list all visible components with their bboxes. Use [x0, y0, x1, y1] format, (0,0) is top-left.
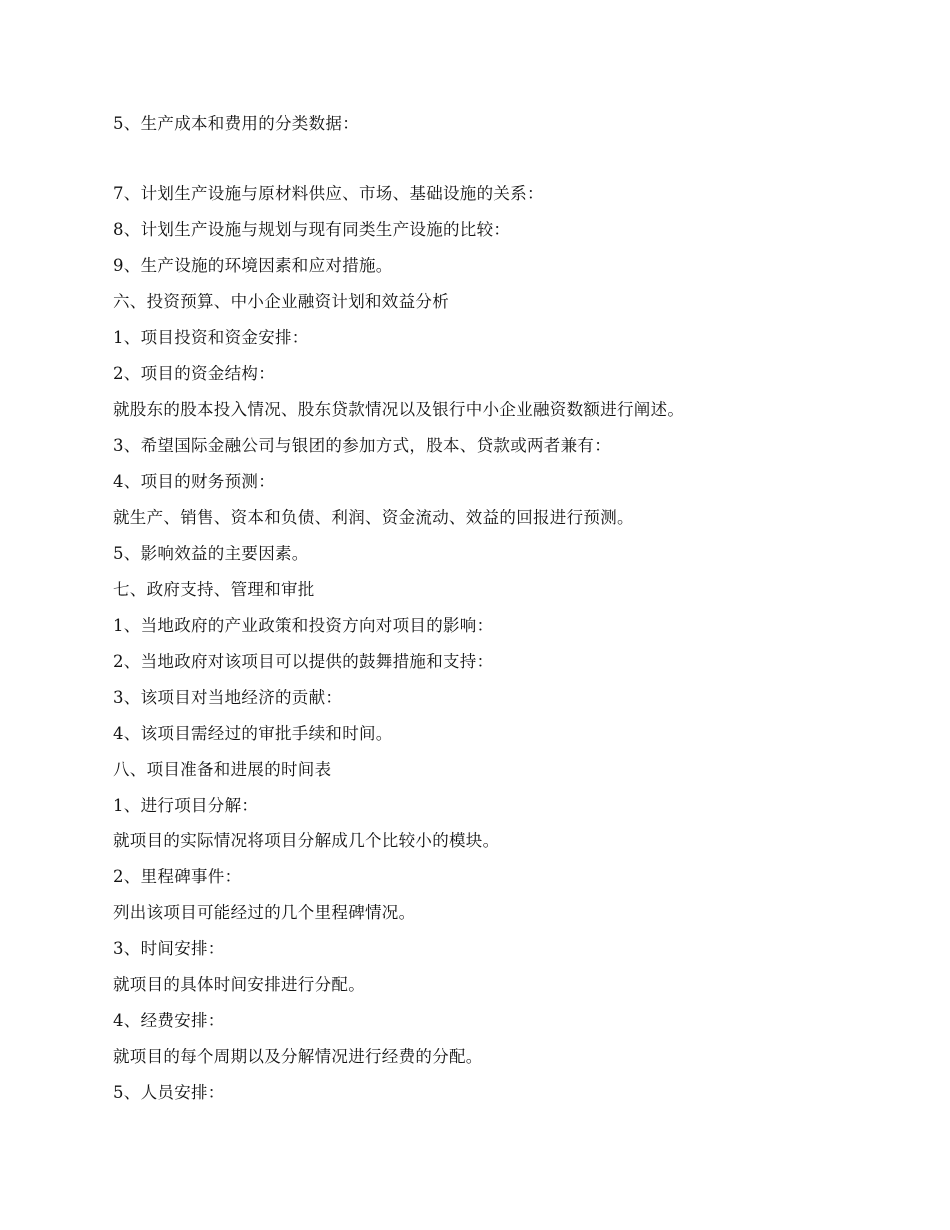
- paragraph-capital-structure: 就股东的股本投入情况、股东贷款情况以及银行中小企业融资数额进行阐述。: [113, 400, 685, 419]
- item-ifc-participation: 3、希望国际金融公司与银团的参加方式，股本、贷款或两者兼有：: [113, 436, 611, 455]
- item-environment-factors: 9、生产设施的环境因素和应对措施。: [113, 256, 393, 275]
- paragraph-time-arrangement: 就项目的具体时间安排进行分配。: [113, 975, 365, 994]
- item-industry-policy: 1、当地政府的产业政策和投资方向对项目的影响：: [113, 616, 494, 635]
- section-heading-investment: 六、投资预算、中小企业融资计划和效益分析: [113, 292, 449, 311]
- paragraph-project-breakdown: 就项目的实际情况将项目分解成几个比较小的模块。: [113, 831, 500, 850]
- paragraph-milestones: 列出该项目可能经过的几个里程碑情况。: [113, 903, 416, 922]
- item-funding-arrangement: 4、经费安排：: [113, 1011, 225, 1030]
- item-milestones: 2、里程碑事件：: [113, 867, 242, 886]
- paragraph-financial-forecast: 就生产、销售、资本和负债、利润、资金流动、效益的回报进行预测。: [113, 508, 634, 527]
- section-heading-government: 七、政府支持、管理和审批: [113, 580, 315, 599]
- item-capital-structure: 2、项目的资金结构：: [113, 364, 275, 383]
- item-economic-contribution: 3、该项目对当地经济的贡献：: [113, 688, 343, 707]
- section-heading-schedule: 八、项目准备和进展的时间表: [113, 760, 332, 779]
- item-facility-comparison: 8、计划生产设施与规划与现有同类生产设施的比较：: [113, 220, 511, 239]
- item-government-support: 2、当地政府对该项目可以提供的鼓舞措施和支持：: [113, 652, 494, 671]
- item-project-breakdown: 1、进行项目分解：: [113, 796, 259, 815]
- item-cost-data: 5、生产成本和费用的分类数据：: [113, 114, 359, 133]
- paragraph-funding-arrangement: 就项目的每个周期以及分解情况进行经费的分配。: [113, 1047, 483, 1066]
- item-financial-forecast: 4、项目的财务预测：: [113, 472, 275, 491]
- item-benefit-factors: 5、影响效益的主要因素。: [113, 544, 309, 563]
- item-facility-relations: 7、计划生产设施与原材料供应、市场、基础设施的关系：: [113, 184, 544, 203]
- item-time-arrangement: 3、时间安排：: [113, 939, 225, 958]
- item-investment-arrangement: 1、项目投资和资金安排：: [113, 328, 309, 347]
- item-approval-procedures: 4、该项目需经过的审批手续和时间。: [113, 724, 393, 743]
- item-staffing-arrangement: 5、人员安排：: [113, 1083, 225, 1102]
